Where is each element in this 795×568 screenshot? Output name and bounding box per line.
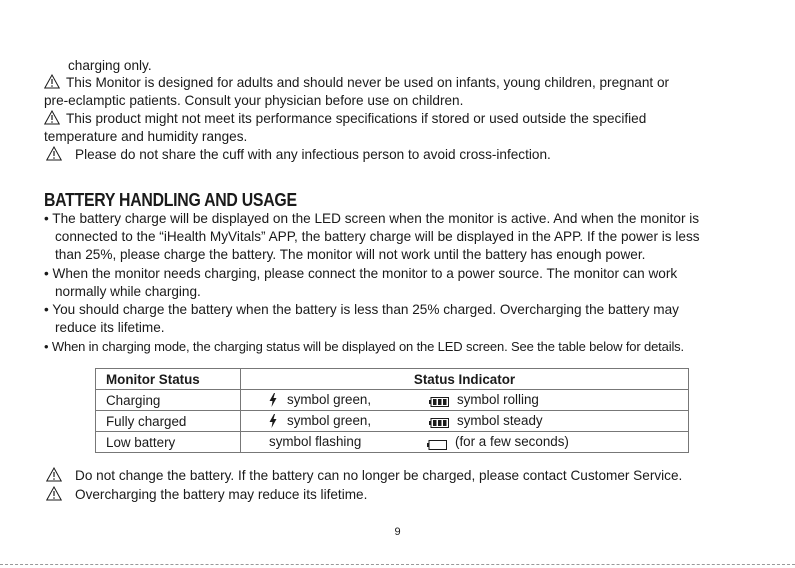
intro-line: charging only.	[68, 58, 152, 73]
table-cell-status: Charging	[96, 390, 241, 411]
warning-triangle-icon	[46, 467, 62, 482]
battery-full-icon	[429, 395, 449, 410]
battery-empty-icon	[427, 438, 447, 453]
status-table	[95, 368, 689, 453]
warning-text: This Monitor is designed for adults and should never be used on infants, young children, pregnant or	[66, 75, 670, 90]
lightning-bolt-icon	[269, 414, 277, 431]
warning-triangle-icon	[44, 74, 60, 89]
warning-text: Please do not share the cuff with any infectious person to avoid cross-infection.	[75, 147, 551, 162]
table-row	[96, 411, 689, 432]
indicator-text: (for a few seconds)	[455, 434, 569, 449]
page-edge-divider	[0, 564, 795, 565]
page-number: 9	[394, 526, 401, 538]
indicator-text: symbol rolling	[457, 392, 539, 407]
table-cell-status: Low battery	[96, 432, 241, 453]
warning-triangle-icon	[46, 486, 62, 501]
lightning-bolt-icon	[269, 393, 277, 410]
bullet-text: • You should charge the battery when the battery is less than 25% charged. Overcharging the battery may	[44, 302, 679, 317]
bullet-text: • When the monitor needs charging, please connect the monitor to a power source. The monitor can work	[44, 266, 678, 281]
table-header-cell: Monitor Status	[96, 369, 241, 390]
indicator-text: symbol flashing	[269, 434, 362, 449]
table-cell-indicator	[241, 411, 689, 432]
table-header-cell: Status Indicator	[241, 369, 689, 390]
warning-text: temperature and humidity ranges.	[44, 129, 248, 144]
table-row	[96, 390, 689, 411]
section-heading: BATTERY HANDLING AND USAGE	[44, 190, 297, 210]
bullet-text: • When in charging mode, the charging status will be displayed on the LED screen. See the table below for details.	[44, 339, 684, 354]
bullet-text: connected to the “iHealth MyVitals” APP, the battery charge will be displayed in the APP. If the power is less	[55, 229, 700, 244]
warning-triangle-icon	[44, 110, 60, 125]
warning-text: This product might not meet its performance specifications if stored or used outside the specified	[66, 111, 647, 126]
indicator-text: symbol green,	[287, 413, 372, 428]
battery-full-icon	[429, 416, 449, 431]
bullet-text: normally while charging.	[55, 284, 201, 299]
bullet-text: • The battery charge will be displayed on the LED screen when the monitor is active. And when the monitor is	[44, 211, 700, 226]
warning-text: pre-eclamptic patients. Consult your physician before use on children.	[44, 93, 464, 108]
indicator-text: symbol steady	[457, 413, 543, 428]
warning-text: Overcharging the battery may reduce its lifetime.	[75, 487, 368, 502]
warning-triangle-icon	[46, 146, 62, 161]
warning-text: Do not change the battery. If the battery can no longer be charged, please contact Customer Service.	[75, 468, 683, 483]
bullet-text: than 25%, please charge the battery. The monitor will not work until the battery has enough power.	[55, 247, 646, 262]
table-row	[96, 432, 689, 453]
table-cell-status: Fully charged	[96, 411, 241, 432]
table-cell-indicator	[241, 432, 689, 453]
table-cell-indicator	[241, 390, 689, 411]
indicator-text: symbol green,	[287, 392, 372, 407]
table-header-row	[96, 369, 689, 390]
bullet-text: reduce its lifetime.	[55, 320, 165, 335]
